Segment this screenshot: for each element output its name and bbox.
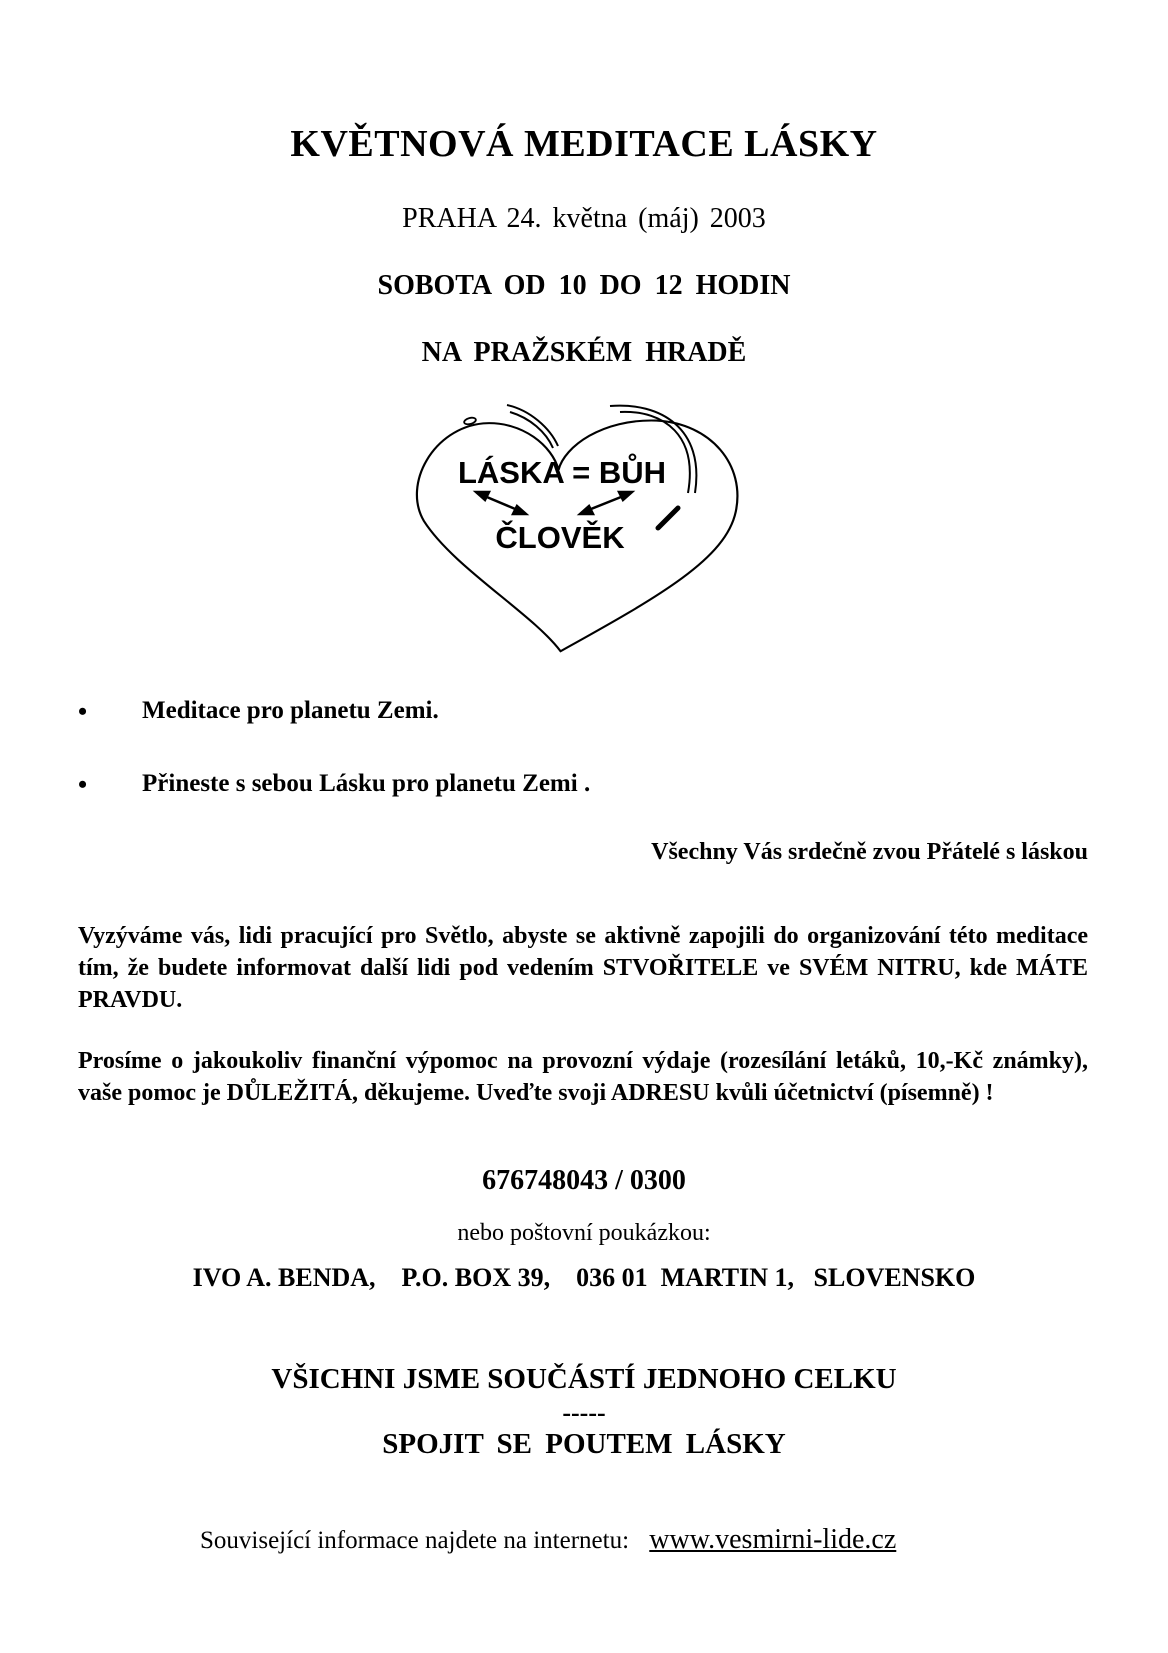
bank-account: 676748043 / 0300 xyxy=(482,1165,686,1196)
motto-line-2: SPOJIT SE POUTEM LÁSKY xyxy=(382,1428,786,1460)
heart-highlight xyxy=(507,405,558,446)
footer xyxy=(200,1524,896,1556)
invitation-line: Všechny Vás srdečně zvou Přátelé s láskou xyxy=(651,839,1088,865)
arrow-icon xyxy=(476,492,526,514)
heart-text-bottom: ČLOVĚK xyxy=(495,520,625,555)
mailing-address: IVO A. BENDA, P.O. BOX 39, 036 01 MARTIN 1, SLOVENSKO xyxy=(192,1263,976,1292)
location-date: PRAHA 24. května (máj) 2003 xyxy=(402,203,766,234)
website-link[interactable]: www.vesmirni-lide.cz xyxy=(649,1524,897,1555)
bullet-icon: • xyxy=(78,697,88,726)
page-title: KVĚTNOVÁ MEDITACE LÁSKY xyxy=(290,123,878,165)
heart-text-top: LÁSKA = BŮH xyxy=(457,455,667,490)
motto-divider: ----- xyxy=(562,1398,606,1427)
bullet-icon: • xyxy=(78,770,88,799)
heart-icon xyxy=(410,398,750,678)
postal-note: nebo poštovní poukázkou: xyxy=(457,1220,711,1246)
footer-label: Související informace najdete na internetu: xyxy=(200,1527,630,1554)
heart-highlight xyxy=(658,508,678,528)
call-paragraph: Vyzýváme vás, lidi pracující pro Světlo, abyste se aktivně zapojili do organizování této meditace tím, že budete informovat další lidi pod vedením STVOŘITELE ve SVÉM NITRU, kde MÁTE PRAVDU. xyxy=(78,923,1088,1013)
motto-line-1: VŠICHNI JSME SOUČÁSTÍ JEDNOHO CELKU xyxy=(271,1363,897,1395)
list-item-text: Meditace pro planetu Zemi. xyxy=(142,697,439,724)
event-time: SOBOTA OD 10 DO 12 HODIN xyxy=(377,270,791,301)
event-place: NA PRAŽSKÉM HRADĚ xyxy=(421,337,747,368)
list-item-text: Přineste s sebou Lásku pro planetu Zemi . xyxy=(142,770,591,797)
donation-paragraph: Prosíme o jakoukoliv finanční výpomoc na provozní výdaje (rozesílání letáků, 10,-Kč známky), vaše pomoc je DŮLEŽITÁ, děkujeme. Uveďte svoji ADRESU kvůli účetnictví (písemně) ! xyxy=(78,1048,1088,1106)
arrow-icon xyxy=(580,492,632,514)
